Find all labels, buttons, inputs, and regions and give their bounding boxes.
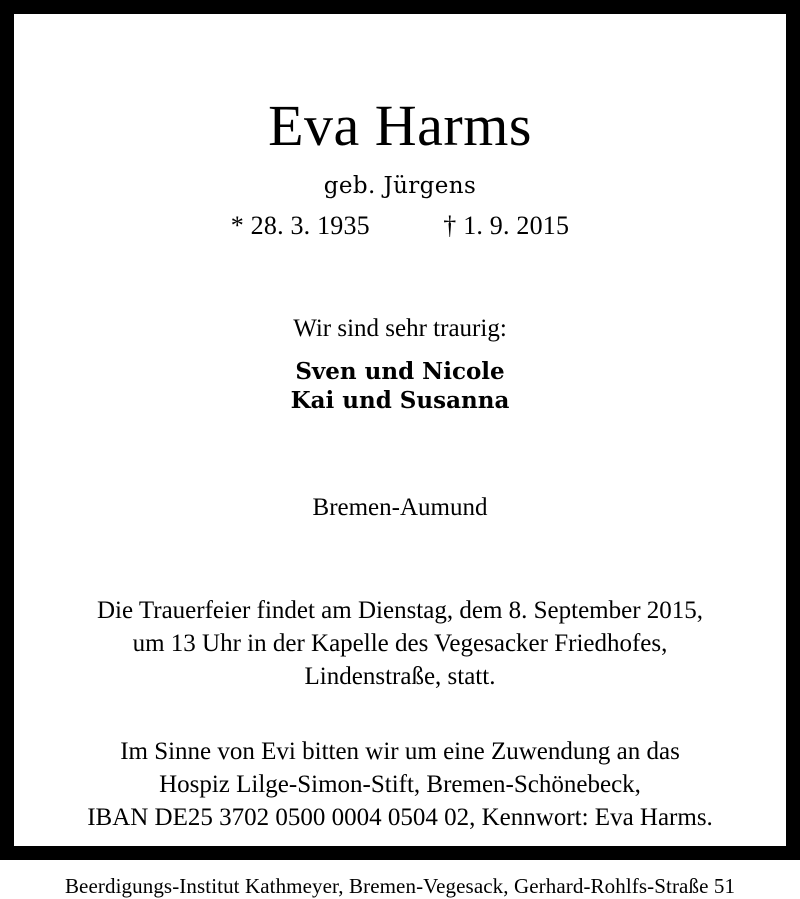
donation-request: [14, 735, 786, 834]
service-details: [14, 594, 786, 693]
life-dates: [14, 211, 786, 241]
maiden-name: geb. Jürgens: [323, 172, 477, 199]
service-line-1: Die Trauerfeier findet am Dienstag, dem 8. September 2015,: [96, 596, 704, 624]
death-date: † 1. 9. 2015: [443, 210, 570, 240]
mourner-line-1: Sven und Nicole: [295, 357, 505, 385]
donation-line-1: Im Sinne von Evi bitten wir um eine Zuwendung an das: [120, 737, 680, 765]
service-line-3: Lindenstraße, statt.: [304, 662, 496, 690]
funeral-home-credit: Beerdigungs-Institut Kathmeyer, Bremen-Vegesack, Gerhard-Rohlfs-Straße 51: [64, 873, 736, 898]
mourning-intro: Wir sind sehr traurig:: [293, 314, 507, 342]
birth-date: * 28. 3. 1935: [230, 210, 370, 240]
deceased-name: Eva Harms: [268, 93, 532, 158]
obituary-content: [14, 14, 786, 898]
donation-line-3: IBAN DE25 3702 0500 0004 0504 02, Kennwort: Eva Harms.: [87, 803, 713, 831]
service-line-2: um 13 Uhr in der Kapelle des Vegesacker Friedhofes,: [132, 629, 668, 657]
mourner-line-2: Kai und Susanna: [290, 387, 510, 415]
donation-line-2: Hospiz Lilge-Simon-Stift, Bremen-Schönebeck,: [159, 770, 641, 798]
place-of-residence: Bremen-Aumund: [312, 493, 488, 521]
